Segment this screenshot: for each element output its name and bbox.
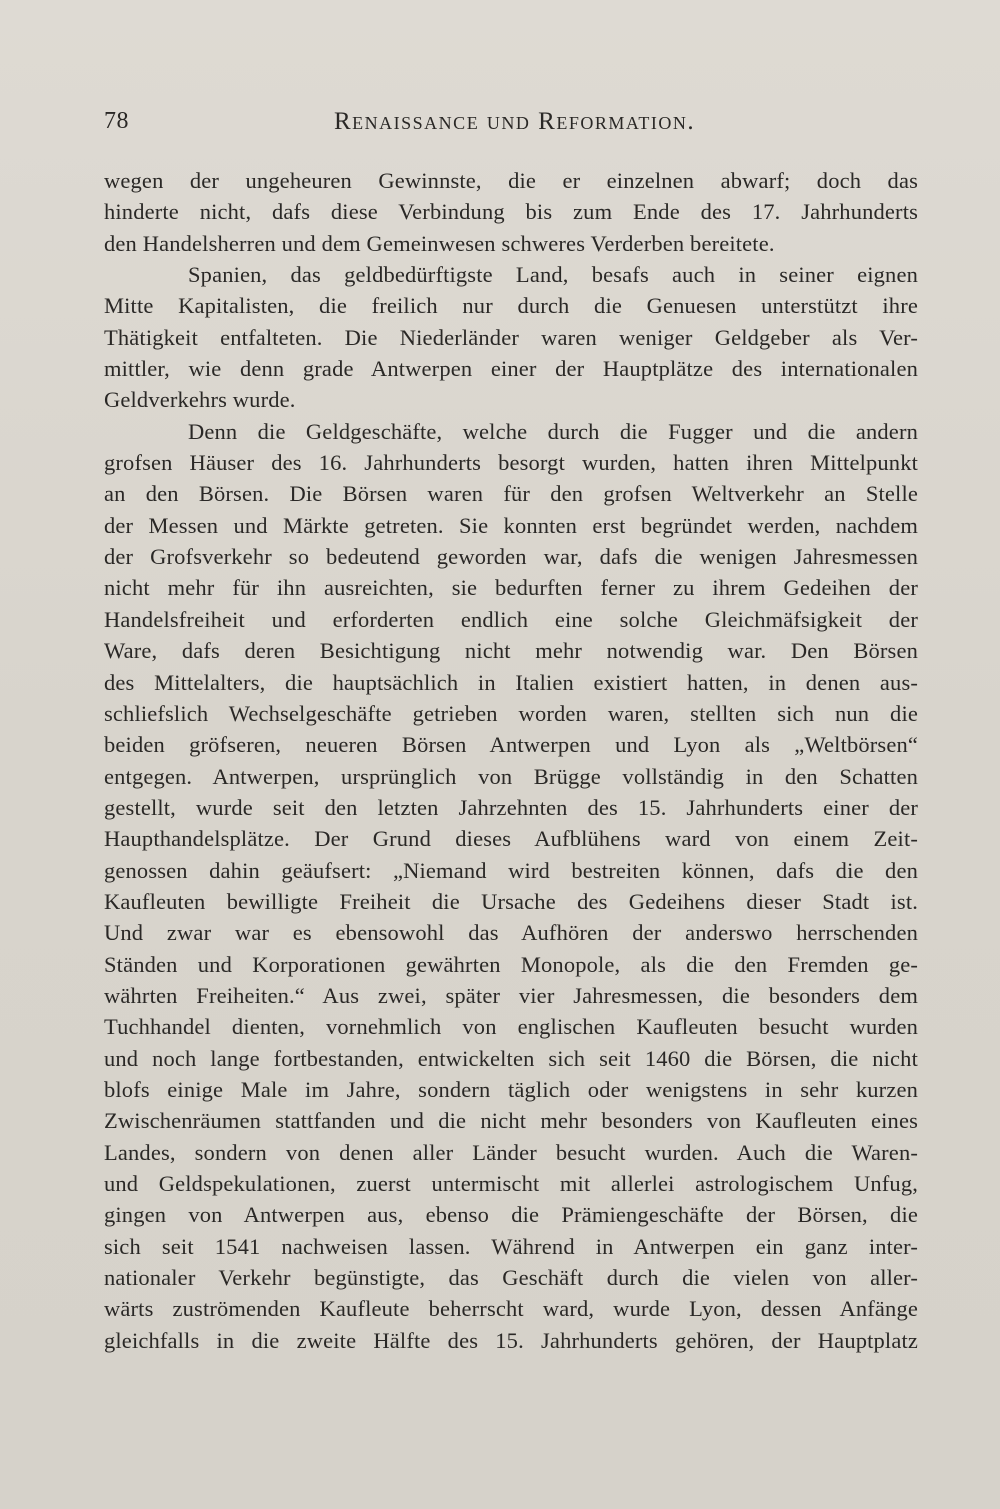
text-line: Mitte Kapitalisten, die freilich nur durch die Genuesen unterstützt ihre xyxy=(104,293,918,319)
text-line: gleichfalls in die zweite Hälfte des 15. Jahrhunderts gehören, der Hauptplatz xyxy=(104,1327,918,1353)
text-line: wegen der ungeheuren Gewinnste, die er einzelnen abwarf; doch das xyxy=(104,168,918,193)
text-line: wärts zuströmenden Kaufleute beherrscht ward, wurde Lyon, dessen Anfänge xyxy=(104,1296,918,1322)
page-header xyxy=(104,108,916,144)
text-line: mittler, wie denn grade Antwerpen einer der Hauptplätze des internationalen xyxy=(104,356,918,382)
page-number: 78 xyxy=(104,108,129,134)
text-line: Landes, sondern von denen aller Länder besucht wurden. Auch die Waren- xyxy=(104,1139,918,1165)
text-line: und Geldspekulationen, zuerst untermischt mit allerlei astrologischem Unfug, xyxy=(104,1171,918,1196)
text-line: währten Freiheiten.“ Aus zwei, später vier Jahresmessen, die besonders dem xyxy=(104,982,918,1008)
text-line: Und zwar war es ebensowohl das Aufhören der anderswo herrschenden xyxy=(104,920,918,946)
text-line: Tuchhandel dienten, vornehmlich von englischen Kaufleuten besucht wurden xyxy=(104,1014,918,1040)
running-head: Renaissance und Reformation. xyxy=(334,108,696,135)
text-line: Denn die Geldgeschäfte, welche durch die Fugger und die andern xyxy=(188,418,918,444)
text-line: Haupthandelsplätze. Der Grund dieses Aufblühens ward von einem Zeit- xyxy=(104,826,918,852)
text-line: Zwischenräumen stattfanden und die nicht mehr besonders von Kaufleuten eines xyxy=(104,1108,918,1134)
text-line: gestellt, wurde seit den letzten Jahrzehnten des 15. Jahrhunderts einer der xyxy=(104,794,918,820)
text-line: Geldverkehrs wurde. xyxy=(104,387,296,413)
text-line: hinderte nicht, dafs diese Verbindung bis zum Ende des 17. Jahrhunderts xyxy=(104,199,918,225)
text-line: blofs einige Male im Jahre, sondern täglich oder wenigstens in sehr kurzen xyxy=(104,1076,918,1102)
text-line: Spanien, das geldbedürftigste Land, besafs auch in seiner eignen xyxy=(188,262,918,288)
text-line: beiden gröfseren, neueren Börsen Antwerpen und Lyon als „Weltbörsen“ xyxy=(104,732,918,758)
text-line: Thätigkeit entfalteten. Die Niederländer waren weniger Geldgeber als Ver- xyxy=(104,324,918,350)
text-line: schliefslich Wechselgeschäfte getrieben worden waren, stellten sich nun die xyxy=(104,700,918,726)
text-line: sich seit 1541 nachweisen lassen. Während in Antwerpen ein ganz inter- xyxy=(104,1233,918,1259)
text-line: nicht mehr für ihn ausreichten, sie bedurften ferner zu ihrem Gedeihen der xyxy=(104,575,918,601)
text-line: entgegen. Antwerpen, ursprünglich von Brügge vollständig in den Schatten xyxy=(104,763,918,789)
text-line: nationaler Verkehr begünstigte, das Geschäft durch die vielen von aller- xyxy=(104,1265,918,1291)
text-line: der Grofsverkehr so bedeutend geworden war, dafs die wenigen Jahresmessen xyxy=(104,544,918,570)
text-line: Ware, dafs deren Besichtigung nicht mehr notwendig war. Den Börsen xyxy=(104,638,918,664)
text-line: an den Börsen. Die Börsen waren für den grofsen Weltverkehr an Stelle xyxy=(104,481,918,507)
text-line: Handelsfreiheit und erforderten endlich eine solche Gleichmäfsigkeit der xyxy=(104,606,918,632)
text-line: gingen von Antwerpen aus, ebenso die Prämiengeschäfte der Börsen, die xyxy=(104,1202,918,1228)
body-text xyxy=(104,165,918,1356)
text-line: genossen dahin geäufsert: „Niemand wird bestreiten können, dafs die den xyxy=(104,857,918,883)
text-line: Kaufleuten bewilligte Freiheit die Ursache des Gedeihens dieser Stadt ist. xyxy=(104,888,918,914)
text-line: Ständen und Korporationen gewährten Monopole, als die den Fremden ge- xyxy=(104,951,918,977)
text-line: und noch lange fortbestanden, entwickelten sich seit 1460 die Börsen, die nicht xyxy=(104,1045,918,1071)
text-line: grofsen Häuser des 16. Jahrhunderts besorgt wurden, hatten ihren Mittelpunkt xyxy=(104,450,918,476)
text-line: den Handelsherren und dem Gemeinwesen schweres Verderben bereitete. xyxy=(104,230,775,256)
text-line: der Messen und Märkte getreten. Sie konnten erst begründet werden, nachdem xyxy=(104,512,918,538)
text-line: des Mittelalters, die hauptsächlich in Italien existiert hatten, in denen aus- xyxy=(104,669,918,695)
